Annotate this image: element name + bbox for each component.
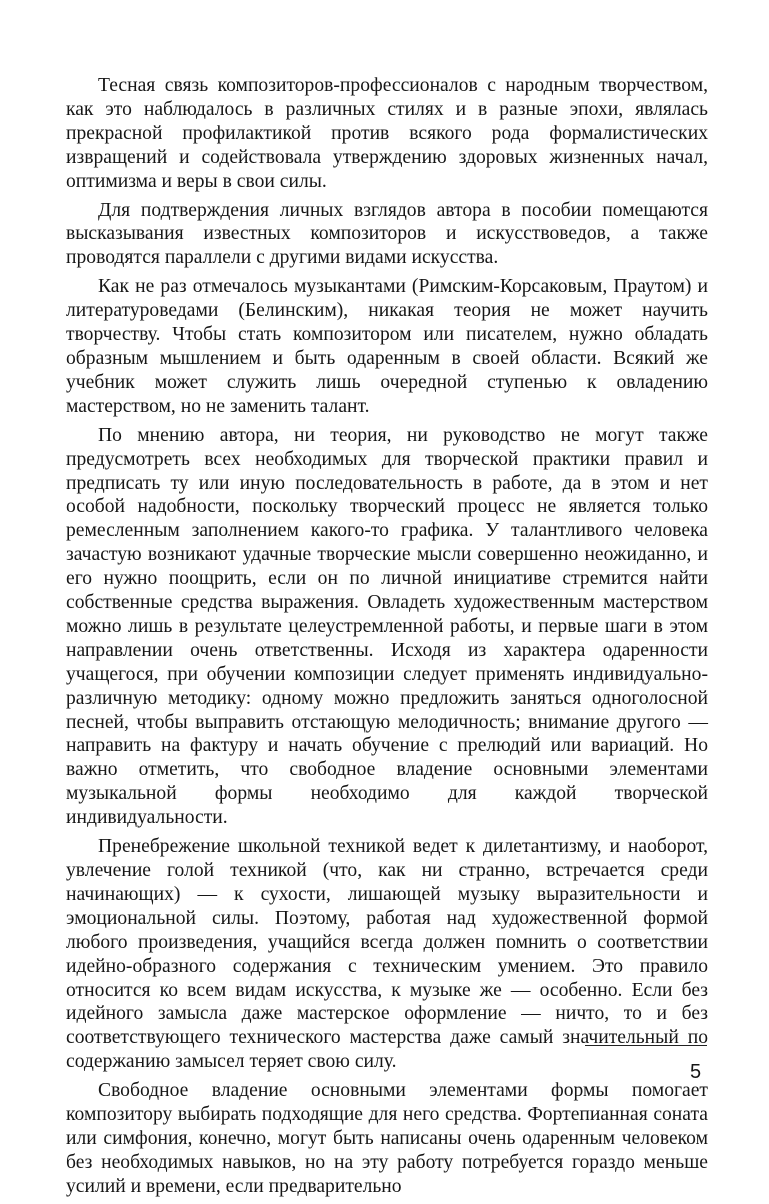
paragraph: Пренебрежение школьной техникой ведет к дилетантизму, и наоборот, увлечение голой техникой (что, как ни странно, встречается среди начинающих) — к сухости, лишающей музыку выразительности и эмоциональной силы. Поэтому, работая над художественной формой любого произведения, учащийся всегда должен помнить о соответствии идейно-образного содержания с техническим умением. Это правило относится ко всем видам искусства, к музыке же — особенно. Если без идейного замысла даже мастерское оформление — ничто, то и без соответствующего технического мастерства даже самый значительный по содержанию замысел теряет свою силу. xyxy=(66,836,708,1073)
footnote-divider xyxy=(585,1045,707,1046)
paragraph: Для подтверждения личных взглядов автора в пособии помещаются высказывания известных композиторов и искусствоведов, а также проводятся параллели с другими видами искусства. xyxy=(66,199,708,269)
paragraph: По мнению автора, ни теория, ни руководство не могут также предусмотреть всех необходимых для творческой практики правил и предписать ту или иную последовательность в работе, да в этом и нет особой надобности, поскольку творческий процесс не является только ремесленным заполнением какого-то графика. У талантливого человека зачастую возникают удачные творческие мысли совершенно неожиданно, и его нужно поощрить, если он по личной инициативе стремится найти собственные средства выражения. Овладеть художественным мастерством можно лишь в результате целеустремленной работы, и первые шаги в этом направлении очень ответственны. Исходя из характера одаренности учащегося, при обучении композиции следует применять индивидуально-различную методику: одному можно предложить заняться одноголосной песней, чтобы выправить отстающую мелодичность; внимание другого — направить на фактуру и начать обучение с прелюдий или вариаций. Но важно отметить, что свободное владение основными элементами музыкальной формы необходимо для каждой творческой индивидуальности. xyxy=(66,424,708,829)
paragraph: Как не раз отмечалось музыкантами (Римским-Корсаковым, Праутом) и литературоведами (Белинским), никакая теория не может научить творчеству. Чтобы стать композитором или писателем, нужно обладать образным мышлением и быть одаренным в своей области. Всякий же учебник может служить лишь очередной ступенью к овладению мастерством, но не заменить талант. xyxy=(66,276,708,417)
body-text xyxy=(66,74,708,1204)
paragraph: Свободное владение основными элементами формы помогает композитору выбирать подходящие для него средства. Фортепианная соната или симфония, конечно, могут быть написаны очень одаренным человеком без необходимых навыков, но на эту работу потребуется гораздо меньше усилий и времени, если предварительно xyxy=(66,1080,708,1197)
page-number: 5 xyxy=(690,1061,702,1083)
paragraph: Тесная связь композиторов-профессионалов с народным творчеством, как это наблюдалось в различных стилях и в разные эпохи, являлась прекрасной профилактикой против всякого рода формалистических извращений и содействовала утверждению здоровых жизненных начал, оптимизма и веры в свои силы. xyxy=(66,75,708,192)
